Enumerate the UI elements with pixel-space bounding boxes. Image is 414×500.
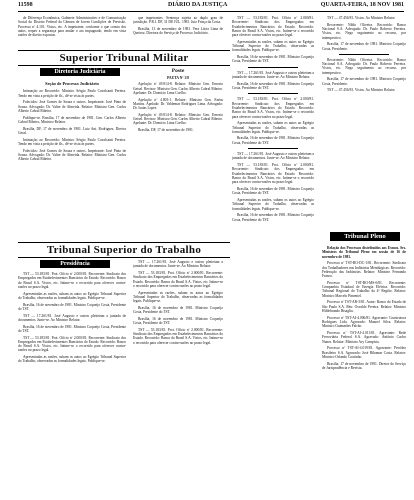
- paragraph: TST — 53.183/81. Prot. Ofício nº 2.000/81. Recorrente: Sindicato dos Empregados em Estabelecimentos Bancários do Estado. Recorrido: Banco do Brasil S.A. Vistos, etc. Intime-se o recorrido para oferecer contra-razões no prazo legal.: [18, 272, 126, 289]
- paragraph: Processo nº TST-AR-3/81. Autor: Banco do Estado de São Paulo S.A. Réu: Osvaldo Pereira. Relator: Ministro Hildebrando Bisaglia.: [322, 300, 406, 314]
- divider: [248, 148, 297, 149]
- paragraph: que impetrantes. Sentença sujeita ao duplo grau de jurisdição. P.R.I. DF, 31 DE JUL. 1981. Juiz Friaça da Costa.: [133, 16, 223, 25]
- paragraph: Processo nº TST-RO-MS-6/81. Recorrente: Companhia Estadual de Energia Elétrica. Recorrido: Tribunal Regional do Trabalho da 4ª Região. Relator: Ministro Marcelo Pimentel.: [322, 280, 406, 298]
- paragraph: Brasília, 16 de novembro de 1981. Ministro Coqueijo Costa, Presidente do TST.: [133, 316, 223, 326]
- paragraph: Falecidos: José Gomes de Souza e outros. Impetrante: José Pinto de Souza. Advogado: Dr. Valter de Almeida. Relator: Ministro Gen. Carlos Alberto Cabral Ribeiro.: [18, 100, 126, 113]
- paragraph: Brasília, 16 de novembro de 1981. Ministro Coqueijo Costa, Presidente do TST.: [18, 302, 126, 311]
- paragraph: Apelação nº 4.803-1. Relator: Ministro Gen. Enéas Martins. Apelado: Dr. Valdemar Rodrigues Lima. Advogado: Dr. Isaías Lopes.: [133, 97, 223, 111]
- column-4-top: [322, 16, 406, 231]
- paragraph: TST — 53.183/81. Prot. Ofício nº 2.000/81. Recorrente: Sindicato dos Empregados em Estabelecimentos Bancários do Estado. Recorrido: Banco do Brasil S.A. Vistos, etc. Intime-se o recorrido para oferecer contra-razões no prazo legal.: [232, 163, 314, 185]
- column-4-pleno: [322, 246, 406, 492]
- paragraph: Brasília, DF, 17 de novembro de 1981. Luiz Ant. Rodrigues, Diretor Geral.: [18, 126, 126, 135]
- column-1-labor: [18, 272, 126, 492]
- paragraph: Apresentadas as razões, subam os autos ao Egrégio Tribunal Superior do Trabalho, observadas as formalidades legais. Publique-se.: [232, 197, 314, 211]
- paragraph: TST — 47.456/81. Vistos. Ao Ministro Relator.: [327, 88, 396, 93]
- page-header: [18, 2, 404, 12]
- column-2-top: [133, 16, 223, 50]
- paragraph: Relação dos Processos distribuídos aos Exmos. Srs. Ministros do Tribunal Pleno em sessão de 16 de novembro de 1981.: [322, 246, 406, 259]
- paragraph: Publique-se. Brasília, 17 de novembro de 1981. Gen. Carlos Alberto Cabral Ribeiro, Ministro-Relator.: [18, 115, 126, 124]
- pleno-banner: Tribunal Pleno: [330, 232, 400, 241]
- paragraph: Apresentadas as razões, subam os autos ao Egrégio Tribunal Superior do Trabalho, observadas as formalidades legais. Publique-se.: [18, 291, 126, 300]
- labor-sub-banner: Presidência: [40, 260, 110, 268]
- paragraph: TST — 53.183/81. Prot. Ofício nº 2.000/81. Recorrente: Sindicato dos Empregados em Estabelecimentos Bancários do Estado. Recorrido: Banco do Brasil S.A. Vistos, etc. Intime-se o recorrido para oferecer contra-razões no prazo legal.: [232, 97, 314, 119]
- paragraph: TST — 53.183/81. Prot. Ofício nº 2.000/81. Recorrente: Sindicato dos Empregados em Estabelecimentos Bancários do Estado. Recorrido: Banco do Brasil S.A. Vistos, etc. Intime-se o recorrido para oferecer contra-razões no prazo legal.: [133, 327, 223, 345]
- column-3: [232, 16, 314, 492]
- column-1-military: [18, 80, 126, 240]
- paragraph: de Diferença Econômica, Gabinete Administrativo e de Comunicação Social do Distrito Federal da Câmara de Jorem Condições de Previsão. Processo nº 4.101. Vistos, etc. A impetrante, conforme o que consta dos autos, requer a segurança para anular o ato impugnado, tendo em vista razões de direito expostas.: [18, 16, 126, 38]
- labor-court-banner: Tribunal Superior do Trabalho: [18, 242, 230, 258]
- paragraph: Recorrente: Nildo Oliveira. Recorrido: Banco Nacional S.A. Advogado: Dr. Paulo Roberto Ferreira. Vistos, etc. Nego seguimento ao recurso, por intempestivo.: [322, 57, 406, 75]
- paragraph: Brasília, DF, 17 de novembro de 1981.: [138, 128, 194, 133]
- paragraph: TST — 17.261/81. José Augusto e outros pleiteiam a juntada de documentos. Junte-se. Ao Ministro Relator.: [232, 152, 314, 161]
- military-court-banner: Superior Tribunal Militar: [18, 50, 230, 66]
- page-number: 11598: [18, 2, 33, 8]
- paragraph: Intimação ao Recorrido: Ministro Sérgio Paulo Cavalcanti Pereira. Tendo em vista a petição de fls., dê-se vista às partes.: [18, 137, 126, 146]
- paragraph: Apresentadas as razões, subam os autos ao Egrégio Tribunal Superior do Trabalho, observadas as formalidades legais. Publique-se.: [232, 39, 314, 53]
- paragraph: TST — 47.456/81. Vistos. Ao Ministro Relator.: [327, 16, 396, 20]
- paragraph: Processo nº TST-RO-DC-1/81. Recorrente: Sindicato dos Trabalhadores nas Indústrias Metalúrgicas. Recorrido: Federação das Indústrias. Relator: Ministro Fernando Franco.: [322, 261, 406, 279]
- paragraph: Brasília, 17 de novembro de 1981. Diretor do Serviço de Jurisprudência e Revista.: [322, 361, 406, 370]
- paragraph: TST — 17.261/81. José Augusto e outros pleiteiam a juntada de documentos. Junte-se. Ao Ministro Relator.: [232, 70, 314, 80]
- publication-date: QUARTA-FEIRA, 18 NOV 1981: [320, 2, 404, 8]
- paragraph: TST — 53.183/81. Prot. Ofício nº 2.000/81. Recorrente: Sindicato dos Empregados em Estabelecimentos Bancários do Estado. Recorrido: Banco do Brasil S.A. Vistos, etc. Intime-se o recorrido para oferecer contra-razões no prazo legal.: [133, 270, 223, 288]
- paragraph: Recorrente: Nildo Oliveira. Recorrido: Banco Nacional S.A. Advogado: Dr. Paulo Roberto Ferreira. Vistos, etc. Nego seguimento ao recurso, por intempestivo.: [322, 22, 406, 40]
- publication-title: DIÁRIO DA JUSTIÇA: [168, 2, 228, 8]
- paragraph: Brasília, 16 de novembro de 1981. Ministro Coqueijo Costa, Presidente do TST.: [18, 324, 126, 333]
- paragraph: Apresentadas as razões, subam os autos ao Egrégio Tribunal Superior do Trabalho, observadas as formalidades legais. Publique-se.: [18, 355, 126, 364]
- divider: [339, 54, 389, 55]
- paragraph: TST — 53.183/81. Prot. Ofício nº 2.000/81. Recorrente: Sindicato dos Empregados em Estabelecimentos Bancários do Estado. Recorrido: Banco do Brasil S.A. Vistos, etc. Intime-se o recorrido para oferecer contra-razões no prazo legal.: [232, 16, 314, 38]
- paragraph: Falecidos: José Gomes de Souza e outros. Impetrante: José Pinto de Souza. Advogado: Dr. Valter de Almeida. Relator: Ministro Gen. Carlos Alberto Cabral Ribeiro.: [18, 148, 126, 162]
- divider: [248, 67, 297, 68]
- column-2-labor: [133, 260, 223, 492]
- paragraph: TST — 17.261/81. José Augusto e outros pleiteiam a juntada de documentos. Junte-se. Ao Ministro Relator.: [18, 313, 126, 322]
- military-sub-banner: Diretoria Judiciária: [40, 68, 120, 76]
- paragraph: Processo nº TST-AI-4.019/81. Agravante: Petróleo Brasileiro S.A. Agravado: José Ribamar Costa. Relator: Ministro Orlando Coutinho.: [322, 346, 406, 359]
- paragraph: Apelação nº 49.814-8. Relator: Ministro Gen. Ernesto Geisel. Revisor: Ministro Gen. Carlos Alberto Cabral Ribeiro. Apelante: Dr. Domício Lima Coelho.: [133, 112, 223, 126]
- paragraph: Brasília, 16 de novembro de 1981. Ministro Coqueijo Costa, Presidente do TST.: [232, 81, 314, 91]
- paragraph: Brasília, 16 de novembro de 1981. Ministro Coqueijo Costa, Presidente do TST.: [232, 186, 314, 196]
- paragraph: TST — 17.261/81. José Augusto e outros pleiteiam a juntada de documentos. Junte-se. Ao Ministro Relator.: [133, 260, 223, 269]
- paragraph: Brasília, 17 de novembro de 1981. Ministro Coqueijo Costa, Presidente.: [322, 77, 406, 86]
- divider: [248, 93, 297, 94]
- paragraph: Processo nº TST-AI-4.011/81. Agravante: Rede Ferroviária Federal S.A. Agravado: Antônio Carlos Nunes. Relator: Ministro Ary Campista.: [322, 331, 406, 344]
- paragraph: Brasília, 16 de novembro de 1981. Ministro Coqueijo Costa, Presidente do TST.: [232, 55, 314, 64]
- pauta-title: Poste: [171, 68, 185, 74]
- section-heading: Seção de Processo Judiciário: [45, 81, 99, 86]
- paragraph: Apresentadas as razões, subam os autos ao Egrégio Tribunal Superior do Trabalho, observadas as formalidades legais. Publique-se.: [133, 290, 223, 304]
- paragraph: Apresentadas as razões, subam os autos ao Egrégio Tribunal Superior do Trabalho, observadas as formalidades legais. Publique-se.: [232, 121, 314, 134]
- paragraph: Processo nº TST-AI-4.006/81. Agravante: Construtora Rodrigues Ltda. Agravado: Manoel Silva. Relator: Ministro Guimarães Falcão.: [322, 315, 406, 329]
- paragraph: Brasília, 17 de novembro de 1981. Ministro Coqueijo Costa, Presidente.: [322, 42, 406, 51]
- paragraph: TST — 53.183/81. Prot. Ofício nº 2.000/81. Recorrente: Sindicato dos Empregados em Estabelecimentos Bancários do Estado. Recorrido: Banco do Brasil S.A. Vistos, etc. Intime-se o recorrido para oferecer contra-razões no prazo legal.: [18, 335, 126, 353]
- paragraph: Brasília, 16 de novembro de 1981. Ministro Coqueijo Costa, Presidente do TST.: [133, 305, 223, 315]
- paragraph: Intimação ao Recorrido: Ministro Sérgio Paulo Cavalcanti Pereira. Tendo em vista a petição de fls., dê-se vista às partes.: [18, 89, 126, 98]
- pauta-number: PAUTA Nº 1/8: [167, 76, 189, 80]
- column-2-military: [133, 68, 223, 240]
- paragraph: Apelação nº 49.814-8. Relator: Ministro Gen. Ernesto Geisel. Revisor: Ministro Gen. Carlos Alberto Cabral Ribeiro. Apelante: Dr. Domício Lima Coelho.: [133, 82, 223, 95]
- paragraph: Brasília, 16 de novembro de 1981. Ministro Coqueijo Costa, Presidente do TST.: [232, 136, 314, 145]
- paragraph: Brasília, 13 de novembro de 1981. Vera Lúcia Lima de Queiroz, Diretora do Serviço de Processo Judiciário.: [133, 26, 223, 36]
- column-1-top: [18, 16, 126, 50]
- paragraph: Brasília, 16 de novembro de 1981. Ministro Coqueijo Costa, Presidente do TST.: [232, 213, 314, 222]
